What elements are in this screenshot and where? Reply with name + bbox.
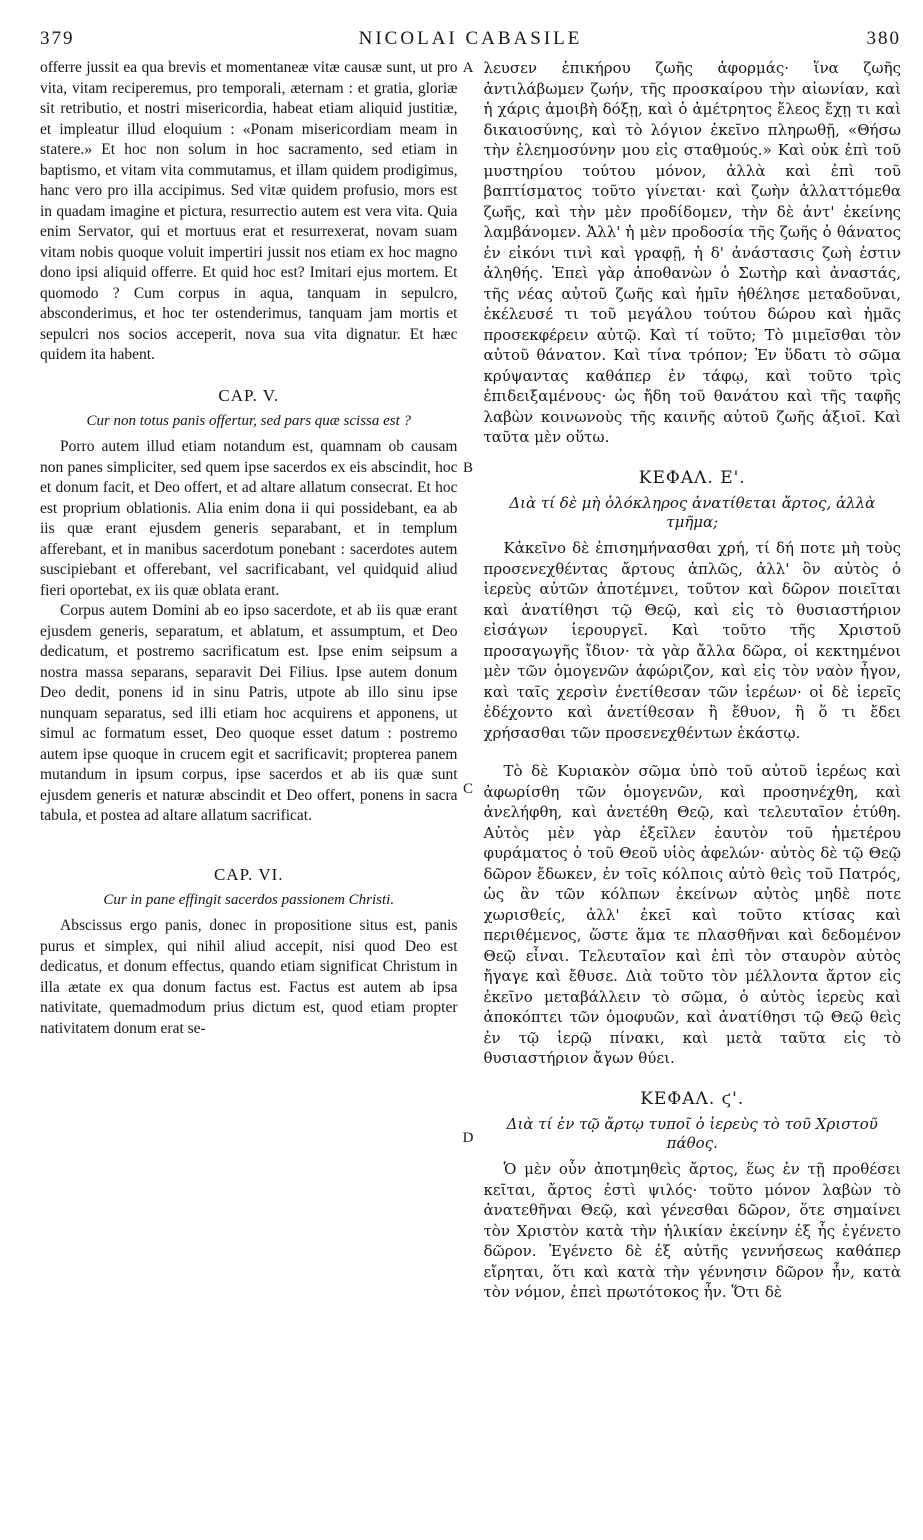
greek-chapter-heading: ΚΕΦΑΛ. Ε'. (638, 467, 746, 488)
running-head (40, 28, 901, 54)
greek-paragraph: Τὸ δὲ Κυριακὸν σῶμα ὑπὸ τοῦ αὐτοῦ ἱερέως καὶ ἀφωρίσθη τῶν ὁμογενῶν, καὶ προσηνέχθη, καὶ ἀνελήφθη, καὶ ἀνετέθη Θεῷ, καὶ τελευταῖον ἐτύθη. Αὐτὸς μὲν γὰρ ἐξεῖλεν ἑαυτὸν τοῦ ἡμετέρου φυράματος ὁ τοῦ Θεοῦ υἱὸς ἀφελών· αὐτὸς δὲ τῷ Θεῷ δῶρον ἔδωκεν, ἐν τοῖς κόλποις αὐτὸ θεὶς τοῦ Πατρός, ὡς ἂν τῶν κόλπων ἐκείνων αὐτὸς μηδὲ ποτε χωρισθείς, ἀλλ' ἐκεῖ καὶ τοῦτο κτίσας καὶ περιθέμενος, ὥστε ἅμα τε πλασθῆναι καὶ δεδομένον Θεῷ εἶναι. Τελευταῖον καὶ ἐπὶ τὸν σταυρὸν αὐτὸς ἤγαγε καὶ ἔθυσε. Διὰ τοῦτο τὸν μέλλοντα ἄρτον εἰς ἐκεῖνο μεταβάλλειν τὸ σῶμα, ὁ αὐτὸς ἱερεὺς καὶ ἀποκόπτει τῶν ὁμοφυῶν, καὶ ἀνατίθησι τῷ Θεῷ θεὶς ἐν τῷ ἱερῷ πίνακι, καὶ μετὰ ταῦτα εἰς τὸ θυσιαστήριον ἄγων θύει. (483, 762, 901, 1067)
latin-chapter-heading: CAP. VI. (213, 864, 284, 884)
latin-chapter-subtitle: Cur in pane effingit sacerdos passionem Christi. (103, 892, 395, 908)
two-column-body (40, 58, 901, 1303)
spacer (40, 827, 458, 845)
latin-paragraph: Abscissus ergo panis, donec in propositione situs est, panis purus et simplex, qui nihil aliud accepit, nisi quod Deo est dedicatus, et donum effectus, quando etiam significat Christum in illa ætate ex qua donum factus est. Factus est autem ab ipsa nativitate, quemadmodum prius dictum est, quod etiam propter nativitatem donum erat se- (40, 917, 458, 1037)
page-number-left: 379 (40, 28, 75, 49)
greek-column (484, 58, 902, 1303)
running-title: NICOLAI CABASILE (358, 28, 583, 49)
greek-chapter-subtitle: Διὰ τί δὲ μὴ ὁλόκληρος ἀνατίθεται ἄρτος, ἀλλὰ τμῆμα; (509, 494, 876, 531)
greek-paragraph: Κἀκεῖνο δὲ ἐπισημήνασθαι χρή, τί δή ποτε μὴ τοὺς προσενεχθέντας ἄρτους ἁπλῶς, ἀλλ' ὃν αὐτὸς ὁ ἱερεὺς αὐτῶν ἀποτέμνει, τοῦτον καὶ δῶρον ποιεῖται καὶ ἀνατίθησι τῷ Θεῷ, καὶ εἰς τὸ θυσιαστήριον εἰσάγων ἱερουργεῖ. Καὶ τοῦτο τῆς Χριστοῦ προσαγωγῆς ἴδιον· τὰ γὰρ ἄλλα δῶρα, οἱ κεκτημένοι μὲν τῶν ὁμογενῶν ἀφώριζον, καὶ εἰς τὸν ναὸν ἦγον, καὶ ταῖς χερσὶν ἐνετίθεσαν τῶν ἱερέων· οἱ δὲ ἱερεῖς ἐδέχοντο καὶ ἀνετίθεσαν ἢ ἔθυον, ἢ ὅ τι ἔδει χρήσασθαι τῶν προσενεχθέντων ἑκάστῳ. (483, 539, 901, 742)
latin-chapter-subtitle: Cur non totus panis offertur, sed pars quæ scissa est ? (86, 413, 412, 429)
greek-chapter-heading: ΚΕΦΑΛ. ϛ'. (640, 1088, 745, 1109)
page-number-right: 380 (866, 28, 901, 49)
section-marker-b: B (462, 460, 473, 476)
greek-paragraph: λευσεν ἐπικήρου ζωῆς ἀφορμάς· ἵνα ζωῆς ἀντιλάβωμεν ζωήν, τῆς προσκαίρου τὴν αἰωνίαν, καὶ ἡ χάρις ἀμοιβὴ δόξῃ, καὶ ὁ ἀμέτρητος ἔλεος ἔχῃ τι καὶ δικαιοσύνης, καὶ τὸ λόγιον ἐκεῖνο πληρωθῇ, «Θήσω τὴν ἐλεημοσύνην μου εἰς σταθμούς.» Καὶ οὐκ ἐπὶ τοῦ μυστηρίου τούτου μόνον, ἀλλὰ καὶ ἐπὶ τοῦ βαπτίσματος τοῦτο γίνεται· καὶ ζωὴν ἀλλαττόμεθα ζωῆς, καὶ τὴν μὲν προδίδομεν, τὴν δὲ ἀντ' ἐκείνης λαμβάνομεν. Ἀλλ' ἡ μὲν προδοσία τῆς ζωῆς ὁ θάνατος ἐν εἰκόνι τινὶ καὶ γραφῇ, ἡ δ' ἀνάστασις ζωὴ ἐστιν ἀληθής. Ἐπεὶ γὰρ ἀποθανὼν ὁ Σωτὴρ καὶ ἀναστάς, τῆς νέας αὐτοῦ ζωῆς καὶ ἡμῖν ἠθέλησε μεταδοῦναι, ἐκέλευσέ τι τοῦ μεγάλου τούτου δώρου καὶ ἡμᾶς προσεκφέρειν αὐτῷ. Καὶ τί τοῦτο; Τὸ μιμεῖσθαι τὸν αὐτοῦ θάνατον. Καὶ τίνα τρόπον; Ἐν ὕδατι τὸ σῶμα κρύψαντας καθάπερ ἐν τάφῳ, καὶ τοῦτο τρὶς ἐπιδειξαμένους· ὡς ἤδη τοῦ θανάτου καὶ τῆς ταφῆς λαβὼν κοινωνοὺς τῆς καινῆς αὐτοῦ ζωῆς ἀξιοῖ. Καὶ ταῦτα μὲν οὕτω. (483, 59, 901, 446)
latin-paragraph: Porro autem illud etiam notandum est, quamnam ob causam non panes simpliciter, sed quem ipse sacerdos ex eis abscindit, hoc et donum facit, et Deo offert, et ad altare allatum consecrat. Et hoc est proprium oblationis. Alia enim dona ii qui possidebant, ea ab iis quæ erant ejusdem generis separabant, et in templum afferebant, et in manibus sacerdotum ponebant : sacerdotes autem suscipiebant et offerebant, vel sacrificabant, vel quidquid aliud fieri oportebat, ex iis quæ oblata erant. (40, 438, 458, 599)
greek-chapter-subtitle: Διὰ τί ἐν τῷ ἄρτῳ τυποῖ ὁ ἱερεὺς τὸ τοῦ Χριστοῦ πάθος. (506, 1115, 878, 1152)
latin-chapter-heading: CAP. V. (218, 385, 280, 405)
greek-paragraph: Ὁ μὲν οὖν ἀποτμηθεὶς ἄρτος, ἕως ἐν τῇ προθέσει κεῖται, ἄρτος ἐστὶ ψιλός· τοῦτο μόνον λαβὼν τὸ ἀνατεθῆναι Θεῷ, καὶ γένεσθαι δῶρον, ὅτε σημαίνει τὸν Χριστὸν κατὰ τὴν ἡλικίαν ἐκείνην ἐξ ἧς ἐγένετο δῶρον. Ἐγένετο δὲ ἐξ αὐτῆς γεννήσεως καθάπερ εἴρηται, ὅτι καὶ κατὰ τὴν γέννησιν δῶρον ἦν, κατὰ τὸν νόμον, ἐπεὶ πρωτότοκος ἦν. Ὅτι δὲ (483, 1160, 901, 1301)
spacer (484, 743, 902, 761)
latin-paragraph: Corpus autem Domini ab eo ipso sacerdote, et ab iis quæ erant ejusdem generis, separatum, et ablatum, et assumptum, et Deo dedicatum, et postremo sacrificatum est. Ipse enim seipsum a nostra massa separans, separavit Dei Filius. Ipse autem donum Deo dedit, ponens id in sinu Patris, utpote ab illo sinu ipse nunquam separatus, sed illi etiam hoc acquirens et apponens, ut simul ac formatum esset, Deo quoque esset datum : postremo autem ipse quoque in crucem egit et sacrificavit; propterea panem mutandum in ipsum corpus, ipse sacerdos et ab iis quæ sunt ejusdem generis et naturæ abscindit et Deo offert, ponens in sacra tabula, et postea ad altare allatum sacrificat. (40, 602, 458, 824)
latin-column (40, 58, 458, 1303)
section-marker-d: D (462, 1130, 474, 1146)
section-marker-a: A (462, 60, 474, 76)
section-marker-c: C (462, 781, 473, 797)
latin-paragraph: offerre jussit ea qua brevis et momentaneæ vitæ causæ sunt, ut pro vita, vitam reciperemus, pro temporali, æternam : et gratia, gloriæ sit retributio, et nostri misericordia, habeat etiam aliquid justitiæ, et impleatur illud eloquium : «Ponam misericordiam meam in statere.» Et hoc non solum in hoc sacramento, sed etiam in baptismo, et vitam vita commutamus, et illam quidem prodigimus, hanc vero pro illa accipimus. Sed vitæ quidem profusio, mors est in quadam imagine et pictura, resurrectio autem est vera vita. Quia enim Servator, qui et mortuus erat et resurrexerat, novam suam vitam nobis quoque voluit impertiri jussit nos etiam ex hoc magno dono ipsi aliquid offerre. Et quid hoc est? Imitari ejus mortem. Et quomodo ? Cum corpus in aqua, tanquam in sepulcro, absconderimus, et hoc ter ostenderimus, tanquam jam mortis et sepulcri nos socios acceperit, nova sua vita dignatur. Et hæc quidem ita habent. (40, 59, 458, 363)
